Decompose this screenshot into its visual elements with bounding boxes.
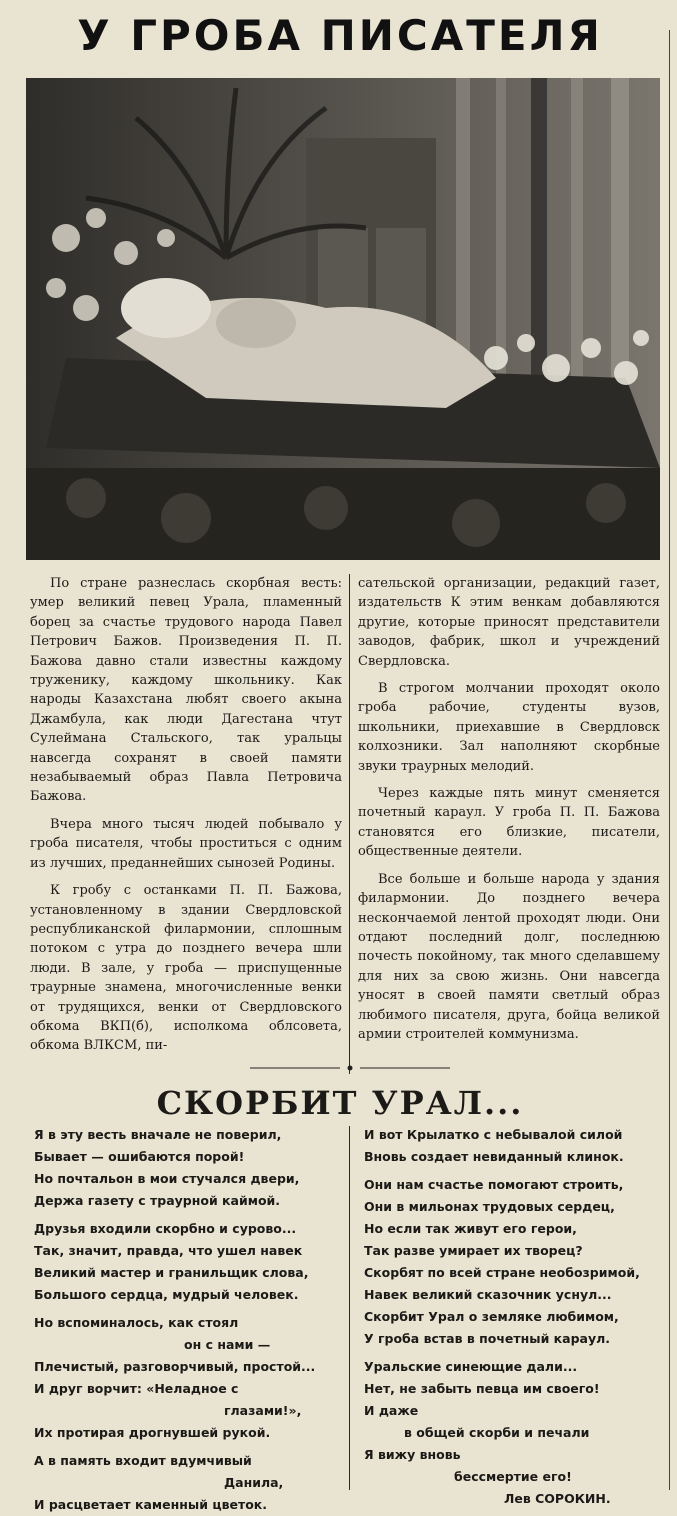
poem-line: А в память входит вдумчивый [34,1453,252,1468]
poem-line: в общей скорби и печали [404,1425,590,1440]
poem-line: И расцветает каменный цветок. [34,1497,268,1512]
poem-line: Так разве умирает их творец? [364,1243,583,1258]
article-paragraph: сательской организации, редакций газет, издательств К этим венкам добавляются другие, которые приносят представители заводов, фабрик, школ и учреждений Свердловска. [358,576,660,669]
page-edge-line [669,30,670,1490]
poem-line: Данила, [224,1475,284,1490]
poem-author: Лев СОРОКИН. [504,1491,611,1506]
ornament-divider [60,1062,640,1074]
poem-line: глазами!», [224,1403,302,1418]
poem-line: Я в эту весть вначале не поверил, [34,1127,282,1142]
poem-line: Друзья входили скорбно и сурово... [34,1221,297,1236]
poem-line: Они в мильонах трудовых сердец, [364,1199,615,1214]
article-column-left [30,574,342,1064]
poem-line: Плечистый, разговорчивый, простой... [34,1359,316,1374]
poem-divider [349,1126,350,1490]
headline: У ГРОБА ПИСАТЕЛЯ [77,11,603,60]
poem-line: Бывает — ошибаются порой! [34,1149,245,1164]
poem-line: Держа газету с траурной каймой. [34,1193,281,1208]
poem-line: он с нами — [184,1337,271,1352]
poem-line: Они нам счастье помогают строить, [364,1177,624,1192]
article-paragraph: Все больше и больше народа у здания филармонии. До позднего вечера нескончаемой лентой проходят люди. Они отдают последний долг, последнюю почесть покойному, так много сделавшему для них за свою жизнь. Они навсегда уносят в своей памяти светлый образ любимого писателя, друга, бойца великой армии строителей коммунизма. [358,871,660,1042]
poem-line: Навек великий сказочник уснул... [364,1287,612,1302]
article-column-right [358,574,660,1052]
poem-column-left [34,1124,334,1516]
poem-line: И друг ворчит: «Неладное с [34,1381,239,1396]
poem-line: Большого сердца, мудрый человек. [34,1287,299,1302]
poem-line: Уральские синеющие дали... [364,1359,578,1374]
article-paragraph: По стране разнеслась скорбная весть: умер великий певец Урала, пламенный борец за счастье трудового народа Павел Петрович Бажов. Произведения П. П. Бажова давно стали известны каждому труженику, каждому школьнику. Как народы Казахстана любят своего акына Джамбула, как люди Дагестана чтут Сулеймана Стальского, так уральцы навсегда сохранят в своей памяти незабываемый образ Павла Петровича Бажова. [30,576,342,805]
poem-line: Так, значит, правда, что ушел навек [34,1243,303,1258]
poem-line: И даже [364,1403,419,1418]
funeral-photo [26,78,660,560]
article-paragraph: Вчера много тысяч людей побывало у гроба писателя, чтобы проститься с одним из лучших, преданнейших сынозей Родины. [30,816,342,871]
poem-line: Но почтальон в мои стучался двери, [34,1171,300,1186]
poem-line: бессмертие его! [454,1469,572,1484]
poem-line: Но если так живут его герои, [364,1221,577,1236]
poem-line: Я вижу вновь [364,1447,461,1462]
poem-line: Их протирая дрогнувшей рукой. [34,1425,271,1440]
poem-line: И вот Крылатко с небывалой силой [364,1127,623,1142]
article-paragraph: К гробу с останками П. П. Бажова, установленному в здании Свердловской республиканской филармонии, сплошным потоком с утра до позднего вечера шли люди. В зале, у гроба — приспущенные траурные знамена, многочисленные венки от трудящихся, венки от Свердловского обкома ВКП(б), исполкома облсовета, обкома ВЛКСМ, пи- [30,883,342,1054]
poem-line: Скорбит Урал о земляке любимом, [364,1309,619,1324]
poem-line: Нет, не забыть певца им своего! [364,1381,600,1396]
photo-illustration [26,78,660,560]
poem-line: Великий мастер и гранильщик слова, [34,1265,309,1280]
poem-line: У гроба встав в почетный караул. [364,1331,611,1346]
poem-column-right [364,1124,664,1510]
poem-line: Но вспоминалось, как стоял [34,1315,239,1330]
poem-line: Вновь создает невиданный клинок. [364,1149,624,1164]
column-divider [349,574,350,1074]
poem-line: Скорбят по всей стране необозримой, [364,1265,640,1280]
article-paragraph: В строгом молчании проходят около гроба рабочие, студенты вузов, школьники, приехавшие в Свердловск колхозники. Зал наполняют скорбные звуки траурных мелодий. [358,681,660,774]
article-paragraph: Через каждые пять минут сменяется почетный караул. У гроба П. П. Бажова становятся его близкие, писатели, общественные деятели. [358,786,660,860]
poem-title: СКОРБИТ УРАЛ... [156,1084,524,1122]
